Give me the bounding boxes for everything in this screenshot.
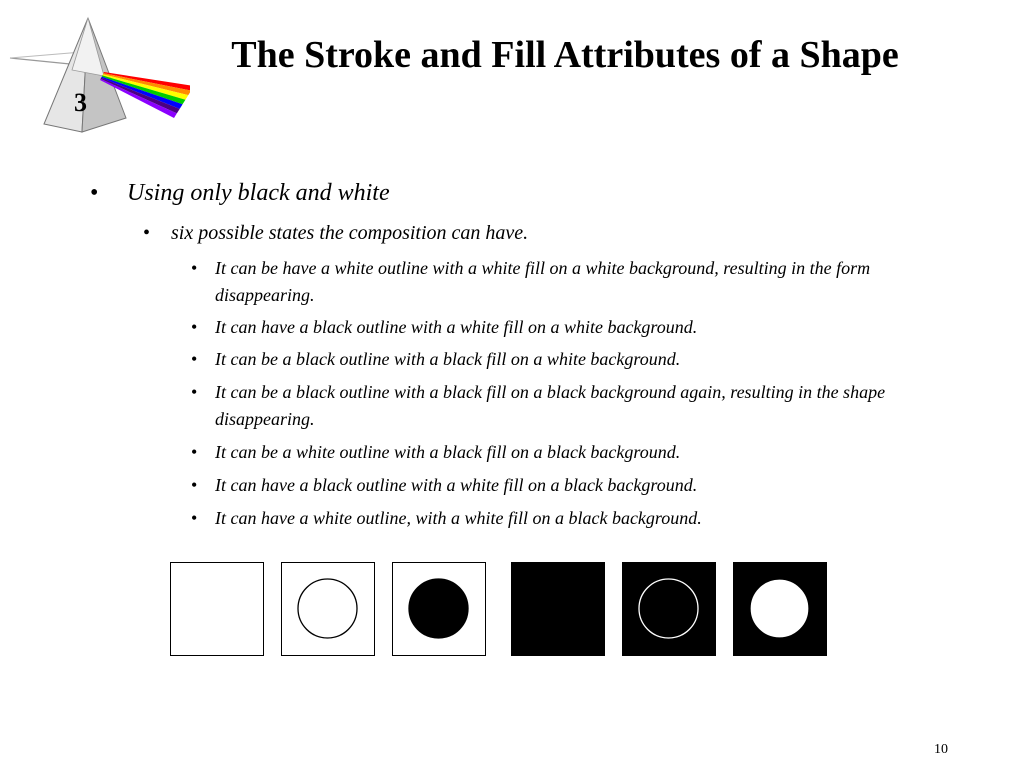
bullet-item: • It can be a black outline with a black fill on a white background.	[215, 346, 895, 373]
page-number: 10	[934, 742, 948, 757]
swatch-black-outline-black-fill-white-bg	[392, 562, 486, 656]
swatch-white-outline-white-fill-white-bg	[170, 562, 264, 656]
composition-swatches	[170, 562, 830, 658]
swatch-circle	[187, 579, 246, 638]
slide-title: The Stroke and Fill Attributes of a Shape	[231, 34, 899, 76]
swatch-black-outline-white-fill-black-bg	[733, 562, 827, 656]
bullet-item: • It can be a white outline with a black fill on a black background.	[215, 439, 895, 466]
swatch-white-outline-black-fill-black-bg	[622, 562, 716, 656]
swatch-black-outline-black-fill-black-bg	[511, 562, 605, 656]
bullet-item: • It can have a black outline with a white fill on a white background.	[215, 314, 895, 341]
swatch-black-outline-white-fill-white-bg	[281, 562, 375, 656]
swatch-circle	[409, 579, 468, 638]
bullet-level2: • six possible states the composition can have.	[171, 220, 528, 246]
logo-number: 3	[74, 88, 87, 117]
prism-rainbow-icon	[8, 14, 190, 144]
bullet-item: • It can have a white outline, with a white fill on a black background.	[215, 505, 895, 532]
bullet-item: • It can be a black outline with a black fill on a black background again, resulting in the shape disappearing.	[215, 379, 895, 433]
swatch-circle	[639, 579, 698, 638]
swatch-circle	[750, 579, 809, 638]
swatch-circle	[528, 579, 587, 638]
bullet-item: • It can have a black outline with a white fill on a black background.	[215, 472, 895, 499]
bullet-level1: • Using only black and white	[127, 178, 390, 208]
bullet-item: • It can be have a white outline with a white fill on a white background, resulting in the form disappearing.	[215, 255, 895, 309]
swatch-circle	[298, 579, 357, 638]
